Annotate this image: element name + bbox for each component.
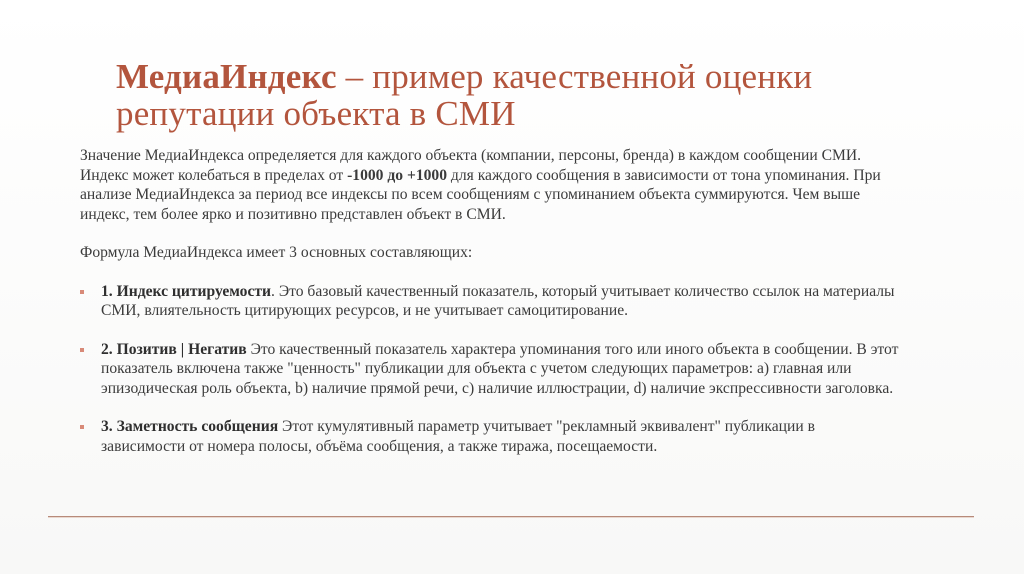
bullet-heading: 1. Индекс цитируемости bbox=[101, 282, 272, 300]
title-bold-part: МедиаИндекс bbox=[116, 57, 337, 96]
intro-range-bold: -1000 до +1000 bbox=[347, 166, 448, 184]
bullet-heading: 3. Заметность сообщения bbox=[101, 418, 279, 435]
list-item-citation-index bbox=[80, 282, 900, 321]
bullet-heading: 2. Позитив | Негатив bbox=[101, 340, 247, 358]
footer-divider bbox=[48, 516, 974, 517]
bullet-text: . Это базовый качественный показатель, который учитывает количество ссылок на материалы СМИ, влиятельность цитирующих ресурсов, и не учитывает самоцитирование. bbox=[101, 282, 895, 319]
components-list bbox=[80, 282, 900, 457]
bullet-text: Это качественный показатель характера упоминания того или иного объекта в сообщении. В этот показатель включена также "ценность" публикации для объекта с учетом следующих параметров: a) главная или эпизодическая роль объекта, b) наличие прямой речи, c) наличие иллюстрации, d) наличие экспрессивности заголовка. bbox=[101, 340, 899, 397]
list-item-positive-negative bbox=[80, 340, 900, 399]
intro-text-before: Значение МедиаИндекса определяется для каждого объекта (компании, персоны, бренда) в каждом сообщении СМИ. Индекс может колебаться в пределах от bbox=[80, 147, 862, 184]
slide-title bbox=[116, 58, 976, 132]
slide-body bbox=[80, 146, 900, 475]
square-bullet-icon bbox=[80, 290, 84, 294]
intro-paragraph bbox=[80, 146, 900, 224]
formula-intro: Формула МедиаИндекса имеет 3 основных составляющих: bbox=[80, 244, 473, 261]
intro-text-after: для каждого сообщения в зависимости от тона упоминания. При анализе МедиаИндекса за период все индексы по всем сообщениям с упоминанием объекта суммируются. Чем выше индекс, тем более ярко и позитивно представлен объект в СМИ. bbox=[80, 166, 881, 223]
list-item-message-visibility bbox=[80, 417, 900, 456]
square-bullet-icon bbox=[80, 425, 84, 429]
title-rest: – пример качественной оценки репутации объекта в СМИ bbox=[116, 57, 813, 133]
bullet-text: Этот кумулятивный параметр учитывает "рекламный эквивалент" публикации в зависимости от номера полосы, объёма сообщения, а также тиража, посещаемости. bbox=[101, 418, 815, 455]
square-bullet-icon bbox=[80, 348, 84, 352]
